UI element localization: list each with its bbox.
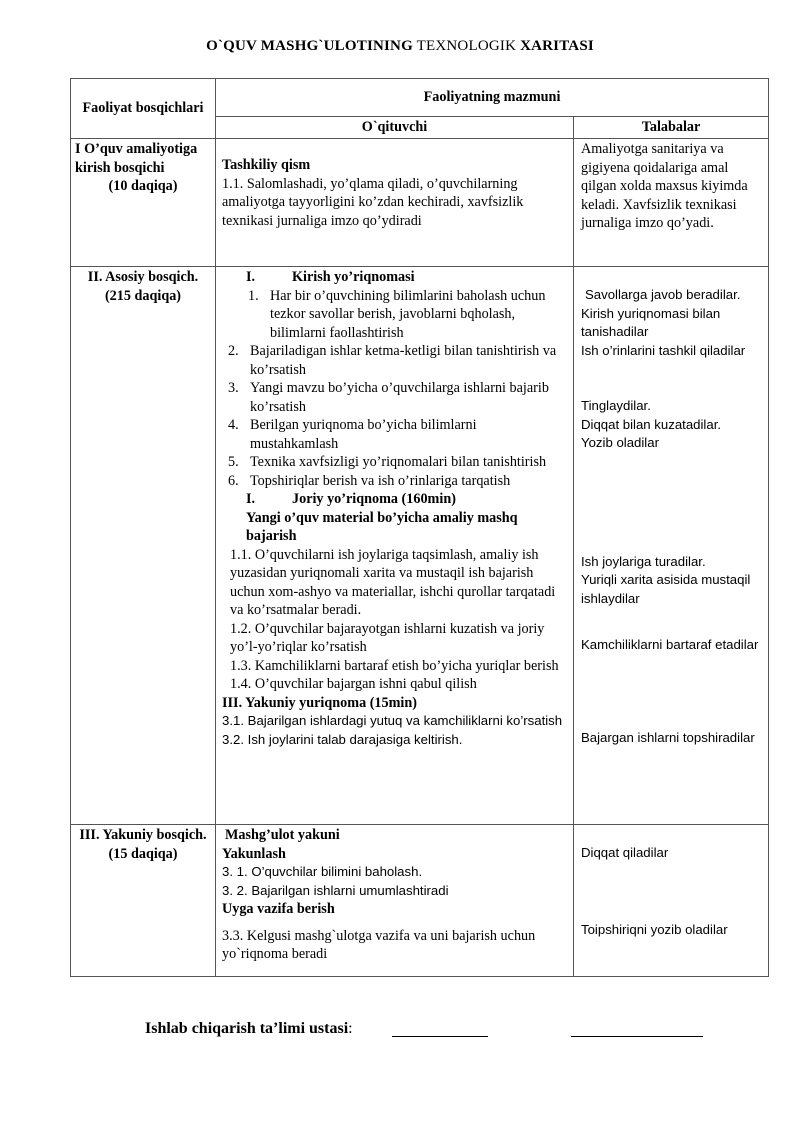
students-text: Tinglaydilar. — [581, 398, 651, 413]
section-heading: I. Joriy yo’riqnoma (160min) — [246, 491, 456, 507]
students-text: Kamchiliklarni bartaraf etadilar — [581, 637, 759, 652]
stage-cell — [71, 825, 216, 977]
list-item: 3. 2. Bajarilgan ishlarni umumlashtiradi — [222, 882, 449, 898]
table-row — [71, 267, 769, 825]
list-item: 1. Har bir o’quvchining bilimlarini baholash uchun tezkor savollar berish, javoblarni bqholash, bilimlarni faollashtirish — [248, 287, 546, 341]
teacher-cell — [216, 825, 574, 977]
teacher-cell — [216, 139, 574, 267]
header-students: Talabalar — [574, 117, 769, 139]
header-row — [71, 79, 769, 117]
list-item: 3. 1. O’quvchilar bilimini baholash. — [222, 864, 423, 879]
stage-cell — [71, 267, 216, 825]
students-cell — [574, 267, 769, 825]
students-text: Yozib oladilar — [581, 435, 659, 450]
table-row — [71, 825, 769, 977]
section-heading: I. Kirish yo’riqnomasi — [246, 269, 415, 285]
list-item: 1.2. O’quvchilar bajarayotgan ishlarni kuzatish va joriy yo’l-yo’riqlar ko’rsatish — [230, 620, 545, 655]
list-item: 1.1. O’quvchilarni ish joylariga taqsimlash, amaliy ish yuzasidan yuriqnomali xarita va mustaqil ish bajarish uchun xom-ashyo va materiallar, ishchi qurollar tarqatadi va ko’rsatmalar beradi. — [230, 546, 556, 618]
section-subtitle: Yangi o’quv material bo’yicha amaliy mashq bajarish — [246, 509, 518, 544]
stage-duration: (10 daqiqa) — [108, 178, 178, 194]
section-heading: Mashg’ulot yakuni — [225, 827, 340, 843]
signature-line — [392, 1036, 488, 1037]
students-text: Kirish yuriqnomasi bilan tanishadilar — [581, 305, 721, 339]
name-line — [571, 1036, 703, 1037]
students-text: Ish joylariga turadilar. — [581, 553, 706, 569]
table-row — [71, 139, 769, 267]
list-item: 3.2. Ish joylarini talab darajasiga keltirish. — [222, 731, 463, 747]
list-item: 4. Berilgan yuriqnoma bo’yicha bilimlarni mustahkamlash — [228, 417, 477, 452]
section-heading: Uyga vazifa berish — [222, 901, 335, 917]
signature-label: Ishlab chiqarish ta’limi ustasi: — [145, 1020, 353, 1037]
stage-name: I O’quv amaliyotiga kirish bosqichi — [75, 141, 198, 176]
section-heading: III. Yakuniy yuriqnoma (15min) — [222, 694, 417, 711]
header-stage: Faoliyat bosqichlari — [71, 79, 216, 139]
teacher-cell — [216, 267, 574, 825]
stage-duration: (215 daqiqa) — [104, 287, 182, 304]
stage-name: II. Asosiy bosqich. — [87, 269, 199, 285]
students-text: Ish o’rinlarini tashkil qiladilar — [581, 342, 746, 358]
list-item: 2. Bajariladigan ishlar ketma-ketligi bilan tanishtirish va ko’rsatish — [228, 343, 557, 378]
stage-cell — [71, 139, 216, 267]
stage-name: III. Yakuniy bosqich. — [79, 827, 207, 843]
students-text: Toipshiriqni yozib oladilar — [581, 921, 728, 937]
title-part-2: TEXNOLOGIK — [412, 38, 521, 54]
list-item: 6. Topshiriqlar berish va ish o’rinlariga tarqatish — [228, 472, 511, 489]
teacher-text: 1.1. Salomlashadi, yo’qlama qiladi, o’quvchilarning amaliyotga tayyorligini ko’zdan kechiradi, xavfsizlik texnikasi jurnaliga imzo qo’ydiradi — [222, 175, 524, 229]
students-text: Bajargan ishlarni topshiradilar — [581, 729, 755, 745]
students-text: Savollarga javob beradilar. — [585, 287, 741, 302]
header-teacher: O`qituvchi — [216, 117, 574, 139]
section-heading: Tashkiliy qism — [222, 157, 311, 173]
list-item: 3. Yangi mavzu bo’yicha o’quvchilarga ishlarni bajarib ko’rsatish — [228, 380, 549, 415]
list-item: 1.4. O’quvchilar bajargan ishni qabul qilish — [230, 676, 477, 692]
students-text: Yuriqli xarita asisida mustaqil ishlaydilar — [581, 572, 751, 606]
title-part-3: XARITASI — [520, 38, 594, 54]
list-item: 3.3. Kelgusi mashg`ulotga vazifa va uni bajarish uchun yo`riqnoma beradi — [222, 927, 536, 962]
header-content: Faoliyatning mazmuni — [216, 79, 769, 117]
list-item: 1.3. Kamchiliklarni bartaraf etish bo’yicha yuriqlar berish — [230, 657, 559, 674]
students-cell — [574, 139, 769, 267]
title-part-1: O`QUV MASHG`ULOTINING — [206, 38, 413, 54]
technology-map-table — [70, 78, 769, 977]
list-item: 5. Texnika xavfsizligi yo’riqnomalari bilan tanishtirish — [228, 454, 547, 470]
list-item: 3.1. Bajarilgan ishlardagi yutuq va kamchiliklarni ko’rsatish — [222, 713, 563, 728]
students-text: Diqqat bilan kuzatadilar. — [581, 416, 722, 432]
students-text: Amaliyotga sanitariya va gigiyena qoidalariga amal qilgan xolda maxsus kiyimda keladi. Xavfsizlik texnikasi jurnaliga imzo qo’yadi. — [581, 141, 748, 231]
students-text: Diqqat qiladilar — [581, 845, 669, 860]
document-title — [0, 38, 800, 55]
students-cell — [574, 825, 769, 977]
section-heading: Yakunlash — [222, 845, 286, 862]
stage-duration: (15 daqiqa) — [108, 845, 178, 862]
